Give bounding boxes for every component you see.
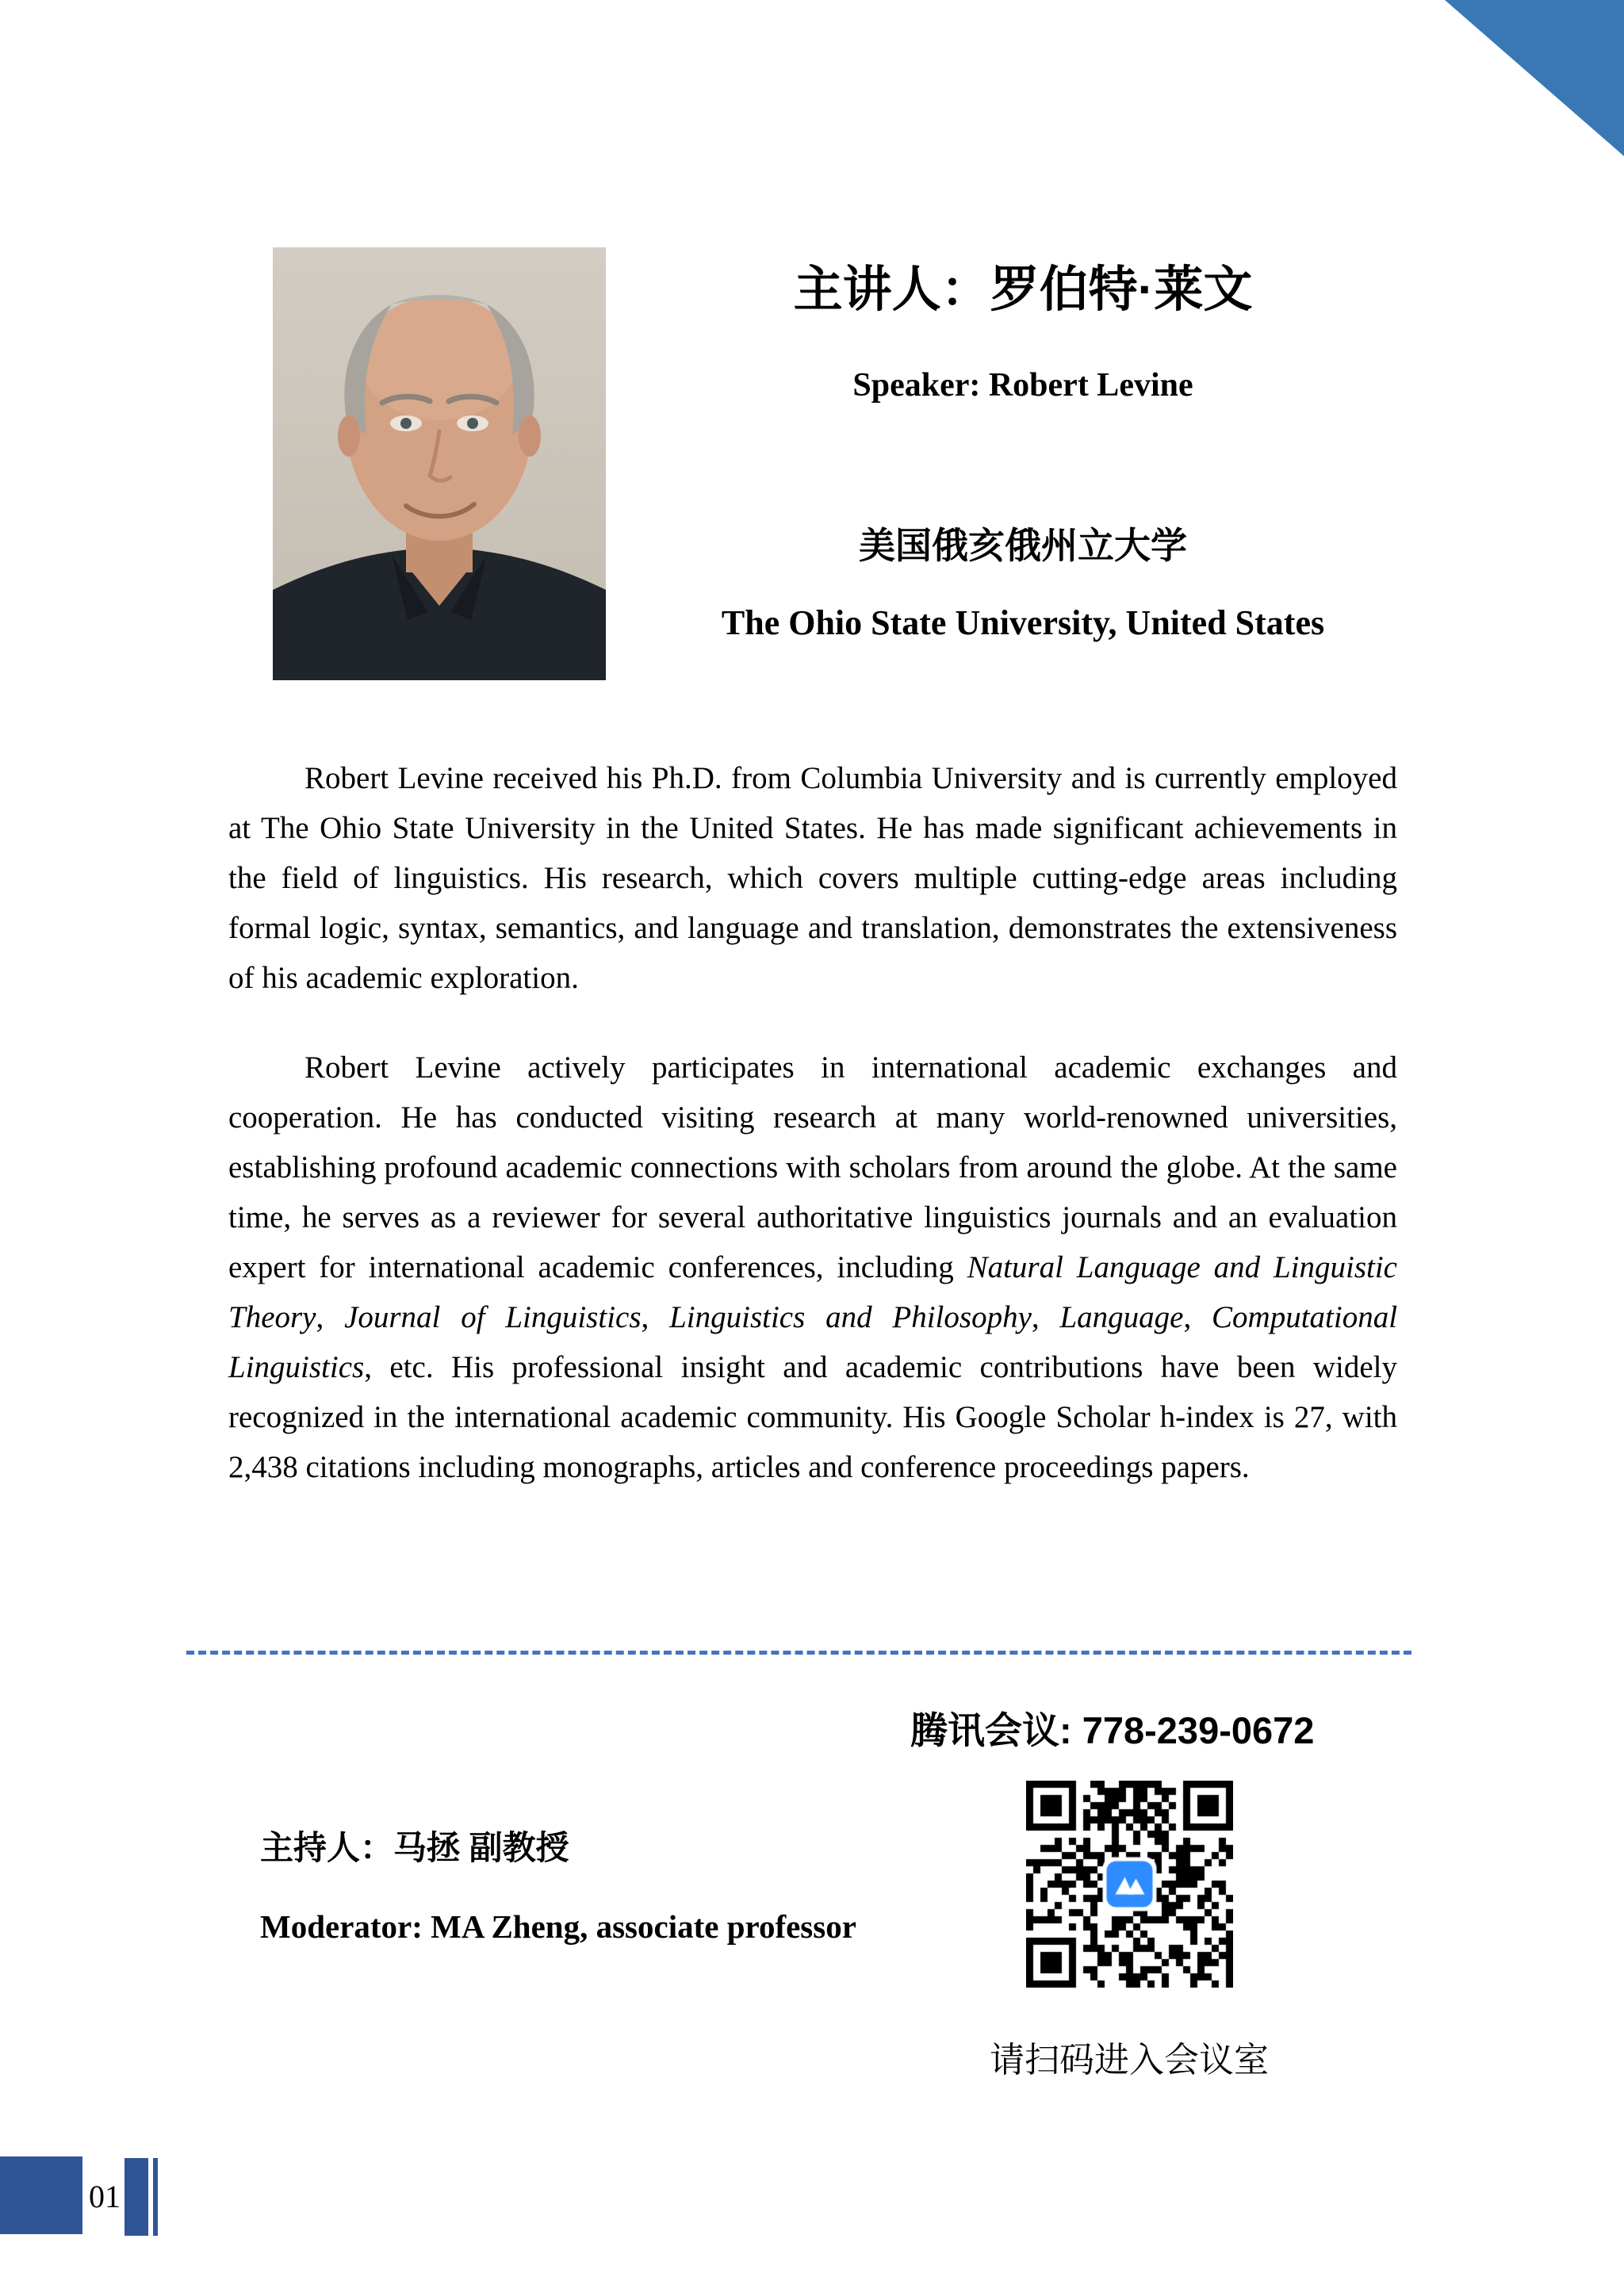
ear-left	[338, 415, 360, 457]
ear-right	[519, 415, 541, 457]
meeting-label: 腾讯会议:	[910, 1709, 1082, 1751]
bio-paragraph-1: Robert Levine received his Ph.D. from Columbia University and is currently employed at The Ohio State University in the United States. He has made significant achievements in the field of linguistics. His research, which covers multiple cutting-edge areas including formal logic, syntax, semantics, and language and translation, demonstrates the extensiveness of his academic exploration.	[228, 761, 1397, 995]
meeting-id: 778-239-0672	[1082, 1709, 1315, 1751]
affiliation-en: The Ohio State University, United States	[721, 603, 1325, 642]
speaker-title-en: Speaker: Robert Levine	[852, 367, 1193, 404]
moderator-line-en: Moderator: MA Zheng, associate professor	[260, 1908, 856, 1945]
page-number: 01	[89, 2178, 121, 2214]
dashed-divider	[186, 1651, 1411, 1655]
pupil-right	[467, 418, 478, 429]
speaker-title-cn: 主讲人：罗伯特·莱文	[793, 262, 1253, 317]
qr-caption: 请扫码进入会议室	[990, 2041, 1269, 2080]
qr-code	[1026, 1781, 1233, 1988]
footer-accent-bar	[124, 2158, 148, 2236]
pupil-left	[400, 418, 412, 429]
affiliation-cn: 美国俄亥俄州立大学	[859, 525, 1187, 566]
speaker-photo	[273, 247, 606, 680]
corner-triangle-decoration	[1445, 0, 1624, 156]
footer-accent-bar-thin	[153, 2158, 158, 2236]
biography	[228, 753, 1397, 1492]
meeting-info-line	[910, 1701, 1314, 1755]
moderator-line-cn: 主持人：马拯 副教授	[260, 1829, 569, 1866]
bio-paragraph-2: Robert Levine actively participates in international academic exchanges and cooperation. He has conducted visiting research at many world-renowned universities, establishing profound academic connections with scholars from around the globe. At the same time, he serves as a reviewer for several authoritative linguistics journals and an evaluation expert for international academic conferences, including Natural Language and Linguistic Theory, Journal of Linguistics, Linguistics and Philosophy, Language, Computational Linguistics, etc. His professional insight and academic contributions have been widely recognized in the international academic community. His Google Scholar h-index is 27, with 2,438 citations including monographs, articles and conference proceedings papers.	[228, 1050, 1398, 1484]
footer-accent-rectangle	[0, 2156, 82, 2234]
